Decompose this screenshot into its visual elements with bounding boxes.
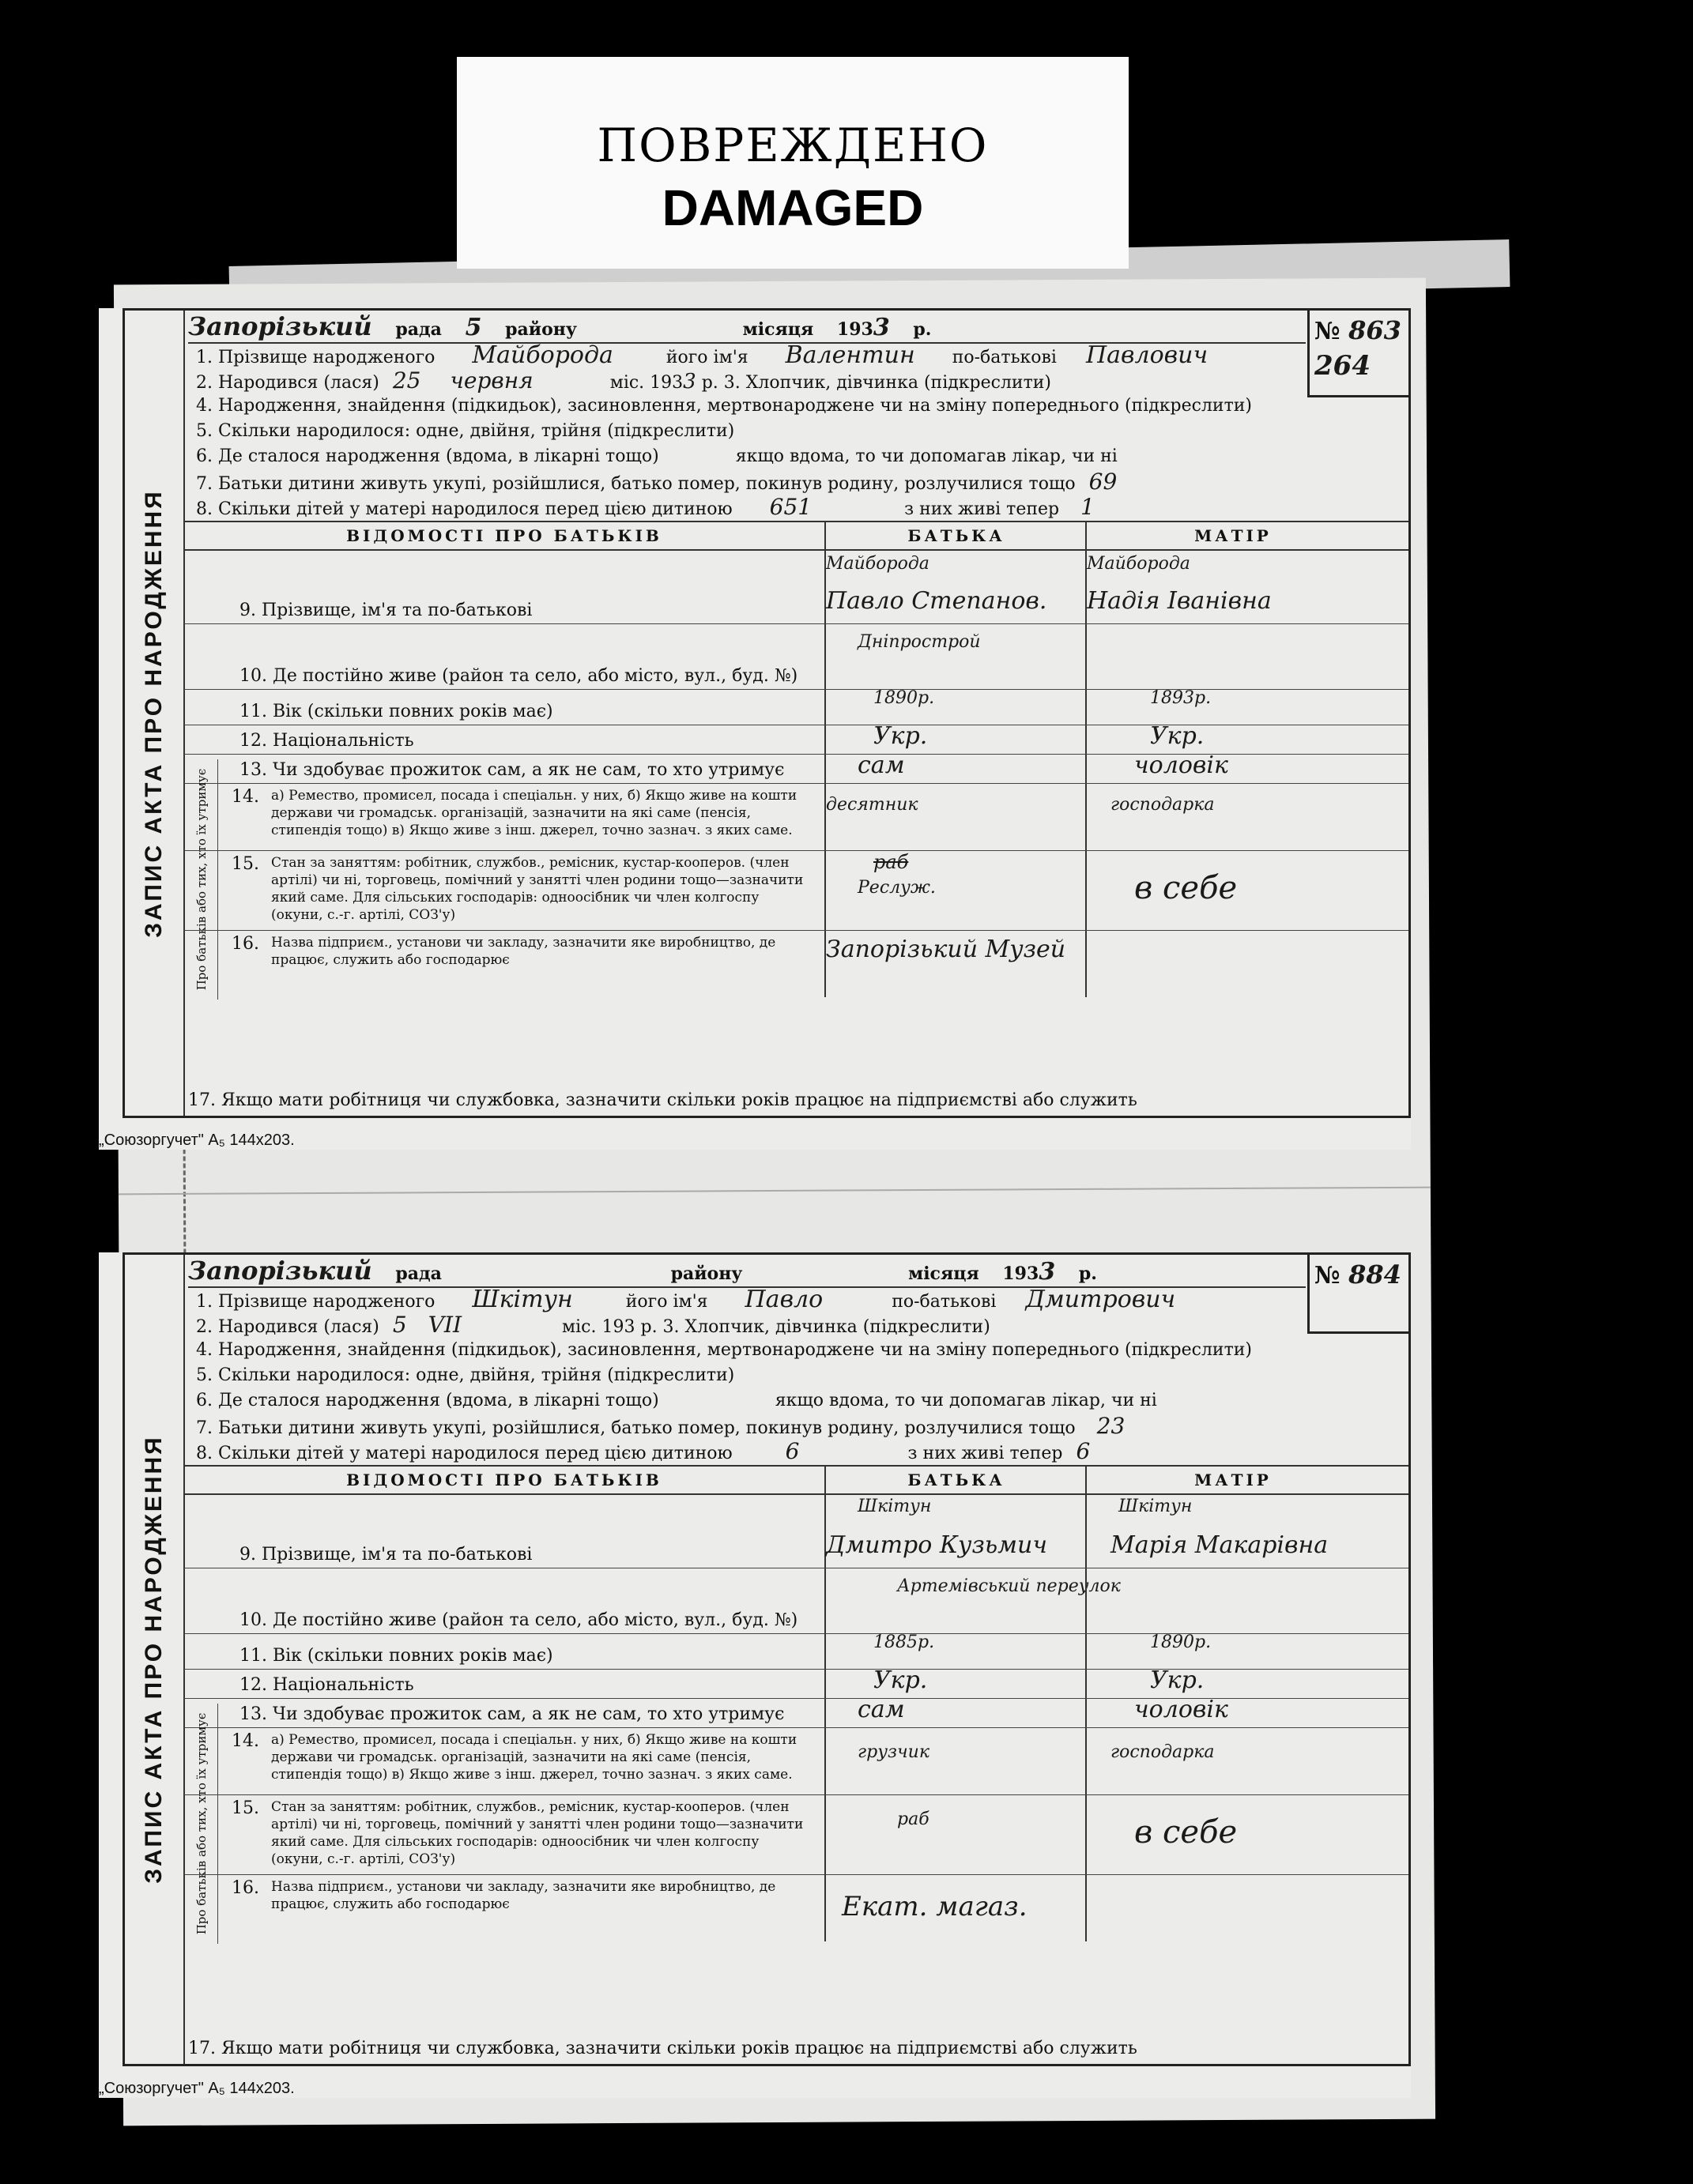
father-status: Реслуж. [858, 878, 936, 898]
side-group-label: Про батьків або тих, хто їх утримує [186, 759, 218, 1000]
father-surname: Майборода [826, 554, 929, 574]
f8-label: 8. Скільки дітей у матері народилося перед цією дитиною [196, 1444, 733, 1463]
field-6 [196, 445, 1306, 469]
f2-label: 2. Народився (лася) [196, 373, 379, 393]
child-patronymic: Павлович [1085, 341, 1208, 369]
f14-label: а) Ремество, промисел, посада і спеціальн. у них, б) Якщо живе на кошти держави чи громадськ. організацій, зазначити на які саме (пенсія, стипендія тощо) в) Якщо живе з інш. джерел, точно зазнач. з яких саме. [271, 788, 797, 838]
birth-day: 25 [392, 367, 421, 393]
child-name: Павло [745, 1286, 824, 1313]
children-alive: 1 [1080, 494, 1095, 520]
field-17: 17. Якщо мати робітниця чи службовка, зазначити скільки років працює на підприємстві або служить [188, 1090, 1137, 1110]
header-row [188, 311, 1306, 344]
f6-label: 6. Де сталося народження (вдома, в лікарні тощо) [196, 446, 659, 466]
side-group-label: Про батьків або тих, хто їх утримує [186, 1704, 218, 1944]
row-9 [184, 1495, 1408, 1568]
printer-imprint: „Союзоргучет" А₅ 144х203. [99, 2080, 295, 2097]
f2-sex-label: р. 3. Хлопчик, дівчинка (підкреслити) [701, 373, 1052, 393]
side-title: ЗАПИС АКТА ПРО НАРОДЖЕННЯ [125, 1255, 185, 2064]
father-nationality: Укр. [873, 722, 928, 750]
year-label: 193 [836, 319, 873, 340]
mother-nationality: Укр. [1150, 722, 1205, 750]
f2-sex-label: р. 3. Хлопчик, дівчинка (підкреслити) [640, 1317, 990, 1337]
f7-label: 7. Батьки дитини живуть укупі, розійшлися, батько помер, покинув родину, розлучилися тощо [196, 1418, 1076, 1438]
f9-label: 9. Прізвище, ім'я та по-батькові [239, 601, 533, 620]
year-label: 193 [1002, 1263, 1039, 1284]
th-father: БАТЬКА [824, 522, 1087, 549]
birth-record-top [99, 308, 1411, 1150]
children-before: 6 [785, 1438, 800, 1464]
raion-label: району [505, 319, 577, 340]
f1-label: 1. Прізвище народженого [196, 1292, 436, 1312]
f10-label: 10. Де постійно живе (район та село, або місто, вул., буд. №) [239, 666, 798, 686]
birth-year: 3 [683, 370, 696, 393]
printer-imprint: „Союзоргучет" А₅ 144х203. [99, 1132, 295, 1149]
mother-status: в себе [1134, 870, 1238, 906]
row-13 [184, 1696, 1408, 1728]
f16-label: Назва підприєм., установи чи закладу, зазначити яке виробництво, де працює, служить або господарює [271, 1879, 776, 1912]
field-8 [196, 495, 1306, 519]
mother-age: 1890р. [1150, 1632, 1212, 1652]
r-label: р. [1078, 1263, 1097, 1284]
f1-label: 1. Прізвище народженого [196, 348, 436, 367]
row-15 [184, 851, 1408, 931]
f14-label: а) Ремество, промисел, посада і спеціальн. у них, б) Якщо живе на кошти держави чи громадськ. організацій, зазначити на які саме (пенсія, стипендія тощо) в) Якщо живе з інш. джерел, точно зазнач. з яких саме. [271, 1732, 797, 1783]
month-label: місяця [742, 319, 814, 340]
child-surname: Шкітун [472, 1286, 573, 1313]
rada-value: Запорізький [188, 1256, 372, 1286]
f16-num: 16. [232, 1878, 259, 1898]
f15-num: 15. [232, 1798, 259, 1818]
row-10 [184, 624, 1408, 690]
f6-doctor-label: якщо вдома, то чи допомагав лікар, чи ні [775, 1391, 1157, 1410]
f16-num: 16. [232, 934, 259, 954]
year-digit: 3 [1039, 1258, 1056, 1286]
field-4: 4. Народження, знайдення (підкидьок), засиновлення, мертвонароджене чи на зміну попереднього (підкреслити) [196, 1340, 1252, 1360]
f1-patronymic-label: по-батькові [952, 348, 1057, 367]
mother-surname: Шкітун [1118, 1497, 1193, 1516]
row-14 [184, 1728, 1408, 1795]
birth-month: VII [428, 1312, 462, 1338]
field-5: 5. Скільки народилося: одне, двійня, трійня (підкреслити) [196, 421, 735, 441]
raion-value: 5 [465, 314, 482, 341]
father-workplace: Екат. магаз. [842, 1891, 1027, 1922]
rada-value: Запорізький [188, 311, 372, 341]
f12-label: 12. Національність [239, 1675, 414, 1695]
row-11 [184, 690, 1408, 725]
father-address: Артемівський переулок [897, 1576, 1121, 1596]
r-label: р. [913, 319, 932, 340]
rada-label: рада [395, 1263, 442, 1284]
mother-age: 1893р. [1150, 688, 1212, 708]
row-12 [184, 722, 1408, 755]
f1-patronymic-label: по-батькові [892, 1292, 997, 1312]
father-support: сам [858, 1696, 905, 1723]
mother-support: чоловік [1134, 751, 1228, 779]
birth-day: 5 [392, 1312, 407, 1338]
record-number-2: 264 [1314, 350, 1371, 382]
f8-alive-label: з них живі тепер [904, 499, 1060, 519]
mother-name: Марія Макарівна [1110, 1531, 1329, 1559]
number-label: № [1314, 318, 1340, 345]
f2-label: 2. Народився (лася) [196, 1317, 379, 1337]
th-mother: МАТІР [1085, 522, 1379, 549]
mother-occupation: господарка [1110, 1742, 1215, 1762]
field-2 [196, 1313, 1306, 1337]
raion-label: району [670, 1263, 743, 1284]
row-10 [184, 1568, 1408, 1634]
father-occupation: грузчик [858, 1742, 929, 1762]
father-age: 1885р. [873, 1632, 935, 1652]
f7-label: 7. Батьки дитини живуть укупі, розійшлися, батько помер, покинув родину, розлучилися тощо [196, 474, 1076, 494]
record-number: 884 [1348, 1260, 1401, 1290]
field-1 [196, 341, 1306, 369]
field-7 [196, 470, 1306, 494]
father-nationality: Укр. [873, 1666, 928, 1694]
f14-num: 14. [232, 787, 259, 807]
th-father: БАТЬКА [824, 1467, 1087, 1493]
f12-label: 12. Національність [239, 731, 414, 751]
form-frame [123, 308, 1411, 1118]
father-occupation: десятник [826, 795, 918, 815]
f10-label: 10. Де постійно живе (район та село, або місто, вул., буд. №) [239, 1610, 798, 1630]
parents-table [184, 521, 1408, 997]
f13-label: 13. Чи здобуває прожиток сам, а як не сам, то хто утримує [239, 1704, 785, 1724]
field-17: 17. Якщо мати робітниця чи службовка, зазначити скільки років працює на підприємстві або служить [188, 2039, 1137, 2058]
damaged-stamp-ua: ПОВРЕЖДЕНО [597, 119, 989, 172]
th-info: ВІДОМОСТІ ПРО БАТЬКІВ [346, 526, 662, 545]
month-label: місяця [908, 1263, 979, 1284]
side-title: ЗАПИС АКТА ПРО НАРОДЖЕННЯ [125, 311, 185, 1116]
row-14 [184, 784, 1408, 851]
f14-num: 14. [232, 1731, 259, 1751]
mother-occupation: господарка [1110, 795, 1215, 815]
father-status-struck: раб [873, 851, 909, 873]
record-number: 863 [1348, 315, 1401, 345]
father-name: Павло Степанов. [826, 587, 1047, 615]
field-8 [196, 1440, 1306, 1463]
f15-label: Стан за заняттям: робітник, службов., ремісник, кустар-кооперов. (член артілі) чи ні, торговець, помічний у занятті член родини тощо—зазначити який саме. Для сільських господарів: одноосібник чи член колгоспу (окуни, с.-г. артілі, СОЗ'у) [271, 1799, 804, 1867]
damaged-stamp-en: DAMAGED [662, 179, 924, 236]
father-surname: Шкітун [858, 1497, 932, 1516]
f9-label: 9. Прізвище, ім'я та по-батькові [239, 1545, 533, 1565]
mother-status: в себе [1134, 1814, 1238, 1851]
field-2 [196, 369, 1306, 393]
table-header [184, 1467, 1408, 1495]
f8-label: 8. Скільки дітей у матері народилося перед цією дитиною [196, 499, 733, 519]
row-13 [184, 751, 1408, 784]
children-before: 651 [769, 494, 813, 520]
number-label: № [1314, 1262, 1340, 1290]
f1-name-label: його ім'я [625, 1292, 708, 1312]
parents-table [184, 1465, 1408, 1941]
fold-line [119, 1187, 1431, 1196]
parents-status: 69 [1088, 469, 1118, 495]
mother-nationality: Укр. [1150, 1666, 1205, 1694]
th-mother: МАТІР [1085, 1467, 1379, 1493]
mother-surname: Майборода [1087, 554, 1190, 574]
father-support: сам [858, 751, 905, 779]
field-4: 4. Народження, знайдення (підкидьок), засиновлення, мертвонароджене чи на зміну попереднього (підкреслити) [196, 396, 1252, 416]
father-status: раб [897, 1809, 929, 1829]
f15-num: 15. [232, 854, 259, 874]
child-name: Валентин [785, 341, 915, 369]
father-name: Дмитро Кузьмич [826, 1531, 1048, 1559]
rada-label: рада [395, 319, 442, 340]
f15-label: Стан за заняттям: робітник, службов., ремісник, кустар-кооперов. (член артілі) чи ні, торговець, помічний у занятті член родини тощо—зазначити який саме. Для сільських господарів: одноосібник чи член колгоспу (окуни, с.-г. артілі, СОЗ'у) [271, 855, 804, 923]
damaged-stamp [457, 57, 1129, 269]
record-number-box [1307, 311, 1408, 397]
field-5: 5. Скільки народилося: одне, двійня, трійня (підкреслити) [196, 1365, 735, 1385]
field-1 [196, 1288, 1306, 1312]
father-workplace: Запорізький Музей [826, 936, 1066, 963]
row-16 [184, 931, 1408, 997]
father-address: Дніпрострой [858, 632, 981, 652]
child-patronymic: Дмитрович [1025, 1286, 1176, 1313]
th-info: ВІДОМОСТІ ПРО БАТЬКІВ [346, 1470, 662, 1489]
f8-alive-label: з них живі тепер [907, 1444, 1063, 1463]
table-header [184, 522, 1408, 551]
record-number-box [1307, 1255, 1408, 1334]
children-alive: 6 [1076, 1438, 1091, 1464]
field-6 [196, 1389, 1306, 1413]
mother-support: чоловік [1134, 1696, 1228, 1723]
parents-status: 23 [1096, 1413, 1126, 1439]
child-surname: Майборода [472, 341, 613, 369]
row-15 [184, 1795, 1408, 1875]
header-row [188, 1255, 1306, 1288]
mother-name: Надія Іванівна [1087, 587, 1272, 615]
father-age: 1890р. [873, 688, 935, 708]
f2-year-label: міс. 193 [562, 1317, 635, 1337]
birth-month: червня [450, 367, 534, 393]
year-digit: 3 [873, 314, 890, 341]
field-7 [196, 1414, 1306, 1438]
f6-label: 6. Де сталося народження (вдома, в лікарні тощо) [196, 1391, 659, 1410]
f11-label: 11. Вік (скільки повних років має) [239, 1646, 553, 1666]
f13-label: 13. Чи здобуває прожиток сам, а як не сам, то хто утримує [239, 760, 785, 780]
form-frame [123, 1252, 1411, 2066]
f2-year-label: міс. 193 [609, 373, 684, 393]
row-9 [184, 551, 1408, 624]
birth-record-bottom [99, 1252, 1411, 2098]
row-12 [184, 1666, 1408, 1699]
f16-label: Назва підприєм., установи чи закладу, зазначити яке виробництво, де працює, служить або господарює [271, 935, 776, 968]
row-16 [184, 1875, 1408, 1941]
f1-name-label: його ім'я [666, 348, 748, 367]
f11-label: 11. Вік (скільки повних років має) [239, 702, 553, 721]
row-11 [184, 1634, 1408, 1670]
f6-doctor-label: якщо вдома, то чи допомагав лікар, чи ні [735, 446, 1118, 466]
